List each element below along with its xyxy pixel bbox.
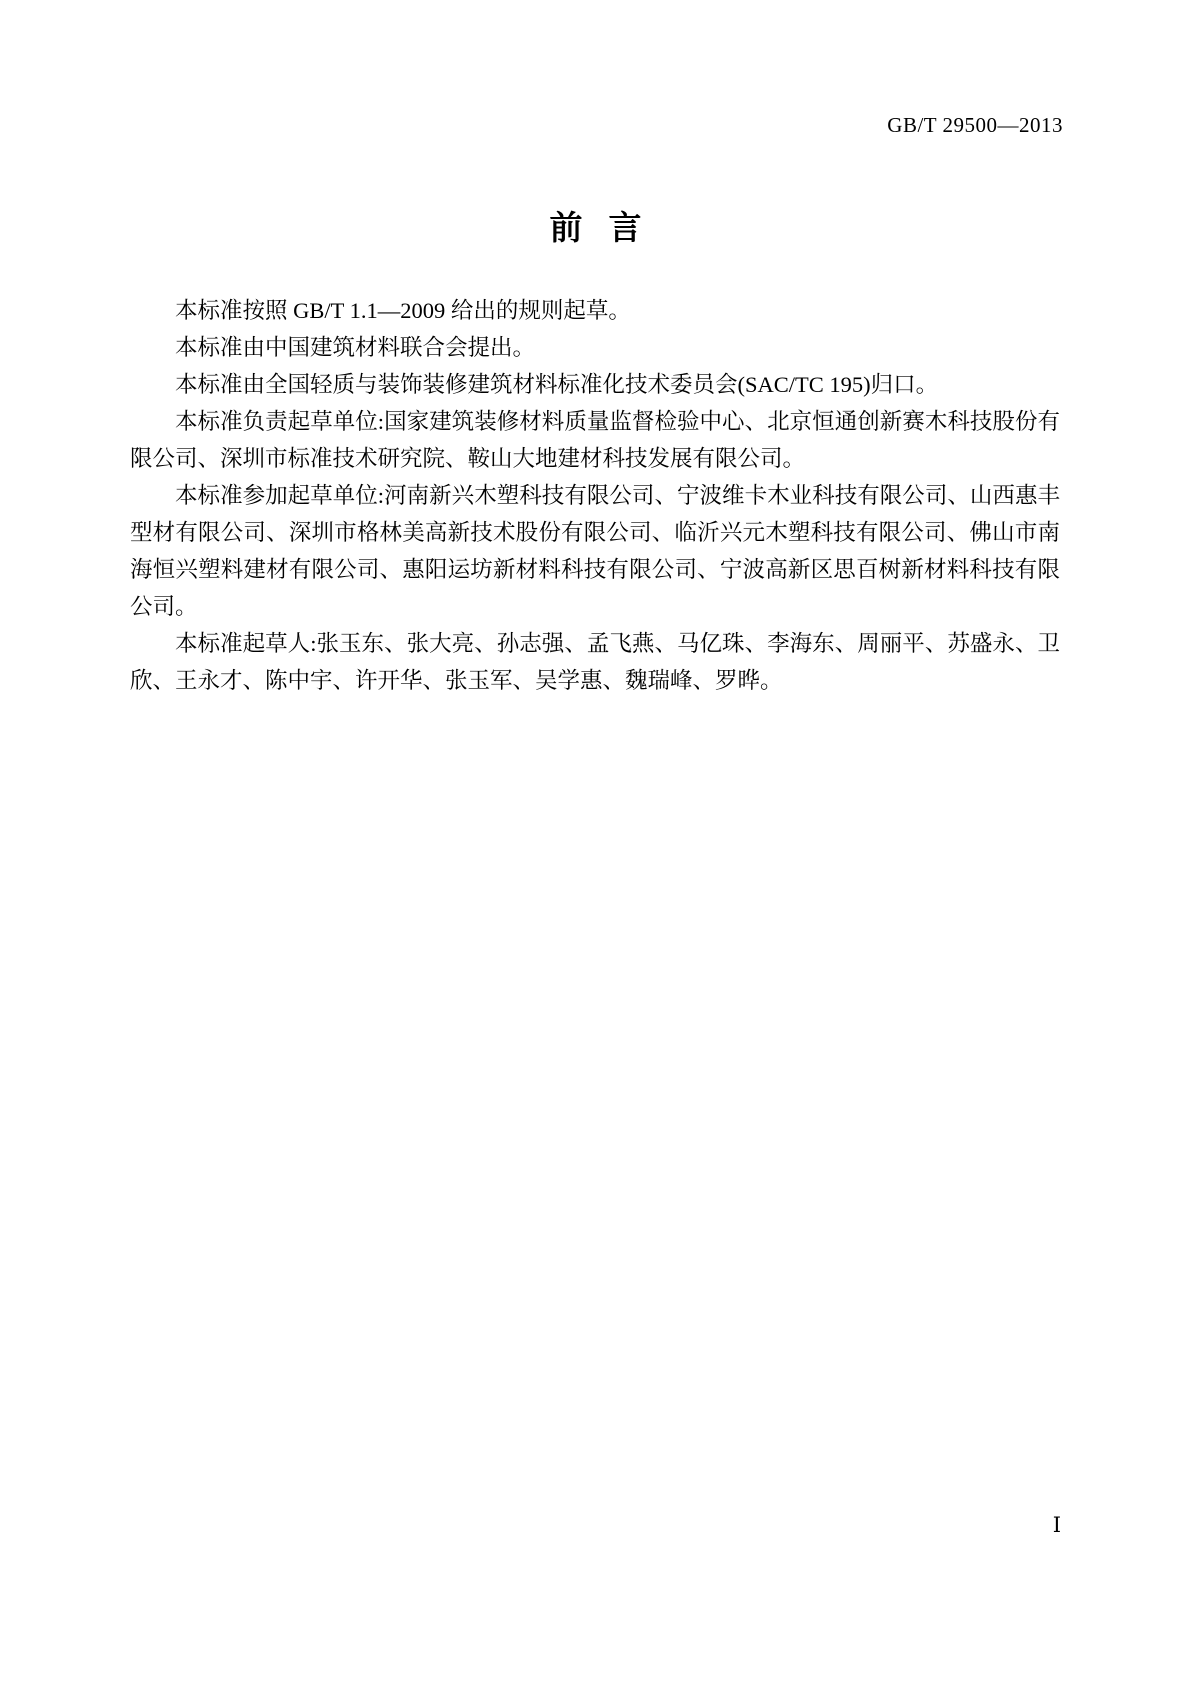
foreword-paragraph: 本标准由中国建筑材料联合会提出。 xyxy=(175,335,536,360)
foreword-paragraph: 本标准按照 GB/T 1.1—2009 给出的规则起草。 xyxy=(175,298,631,323)
page-header-standard-code: GB/T 29500—2013 xyxy=(887,113,1063,137)
page-number: Ⅰ xyxy=(1052,1513,1061,1537)
foreword-paragraph: 本标准负责起草单位:国家建筑装修材料质量监督检验中心、北京恒通创新赛木科技股份有限公司、深圳市标准技术研究院、鞍山大地建材科技发展有限公司。 xyxy=(130,409,1060,471)
foreword-paragraph: 本标准由全国轻质与装饰装修建筑材料标准化技术委员会(SAC/TC 195)归口。 xyxy=(175,372,939,397)
foreword-paragraph: 本标准参加起草单位:河南新兴木塑科技有限公司、宁波维卡木业科技有限公司、山西惠丰型材有限公司、深圳市格林美高新技术股份有限公司、临沂兴元木塑科技有限公司、佛山市南海恒兴塑料建材有限公司、惠阳运坊新材料科技有限公司、宁波高新区思百树新材料科技有限公司。 xyxy=(130,483,1060,619)
page-title: 前言 xyxy=(549,208,668,247)
foreword-paragraph: 本标准起草人:张玉东、张大亮、孙志强、孟飞燕、马亿珠、李海东、周丽平、苏盛永、卫欣、王永才、陈中宇、许开华、张玉军、吴学惠、魏瑞峰、罗晔。 xyxy=(130,631,1060,693)
foreword-body xyxy=(130,292,1060,699)
